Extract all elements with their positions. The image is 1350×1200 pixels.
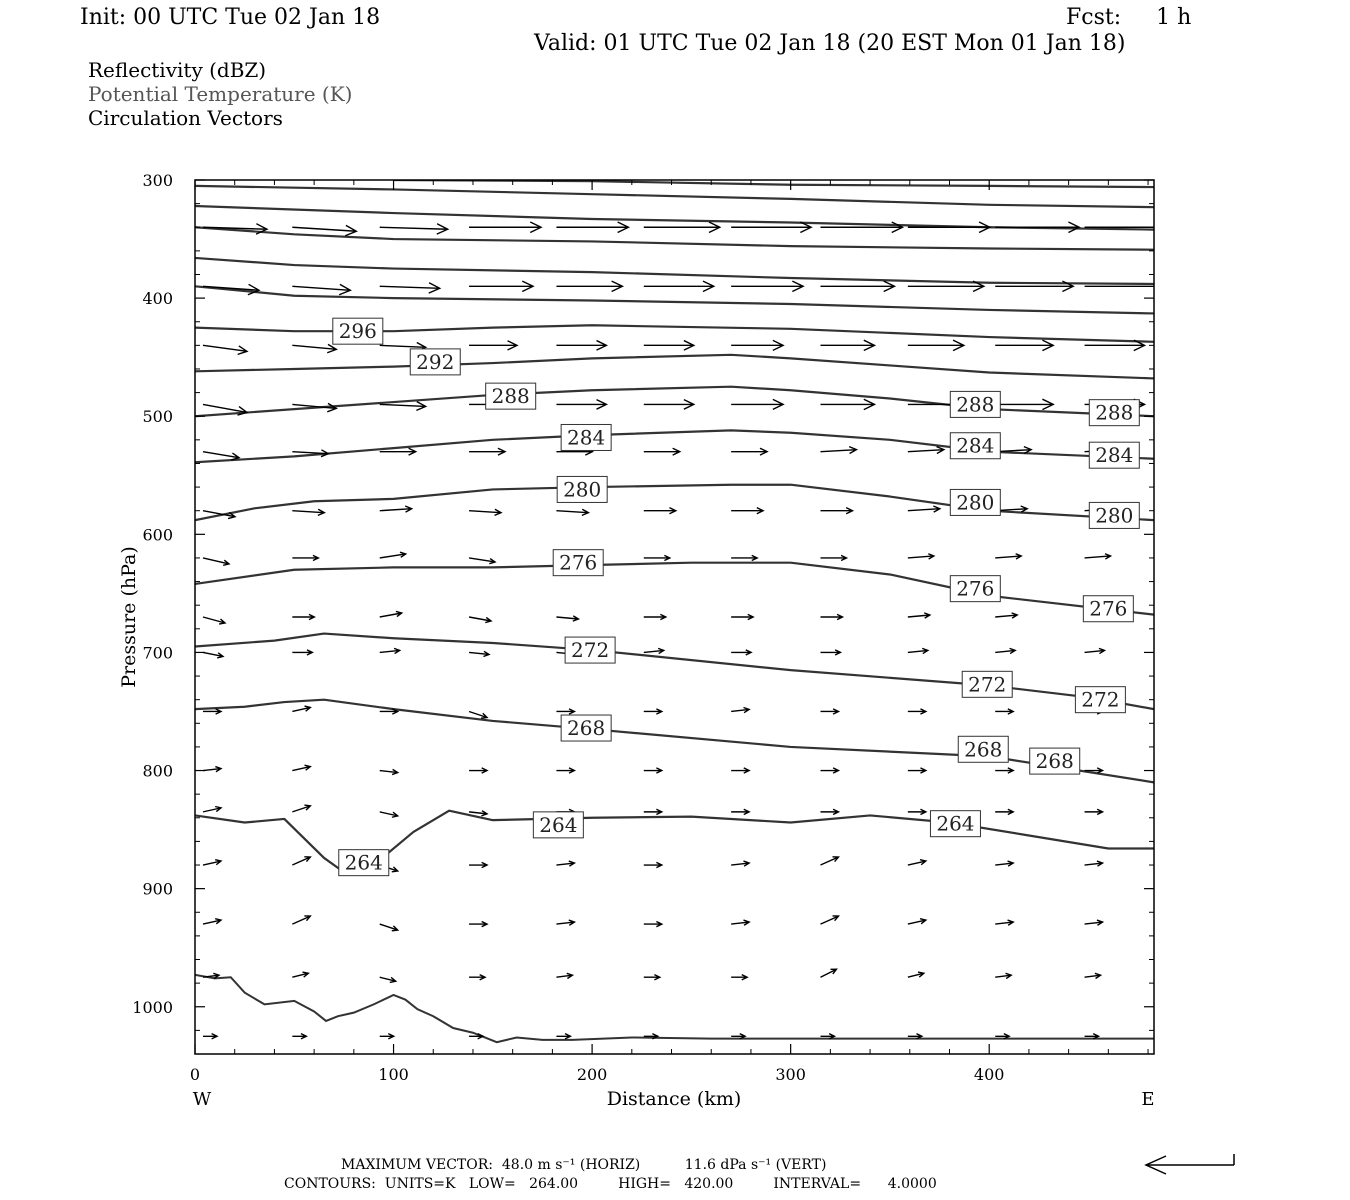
circulation-vector bbox=[644, 768, 662, 773]
contour-label-text: 272 bbox=[571, 638, 610, 663]
contour-label-text: 276 bbox=[559, 550, 598, 575]
contour-label-text: 284 bbox=[956, 433, 995, 458]
circulation-vector bbox=[731, 809, 749, 814]
contour-label-text: 284 bbox=[1095, 443, 1134, 468]
circulation-vector bbox=[995, 809, 1013, 814]
circulation-vector bbox=[731, 650, 751, 655]
circulation-vector bbox=[995, 222, 1079, 232]
circulation-vector bbox=[292, 344, 336, 352]
circulation-vector bbox=[556, 973, 572, 978]
circulation-vector bbox=[731, 975, 747, 980]
circulation-vector bbox=[908, 222, 990, 232]
isentrope-316k-line bbox=[195, 186, 1154, 207]
circulation-vector bbox=[469, 558, 495, 564]
x-tick-label: 400 bbox=[973, 1065, 1005, 1084]
circulation-vector bbox=[644, 508, 676, 514]
circulation-vector bbox=[908, 613, 930, 618]
circulation-vector bbox=[380, 977, 396, 982]
circulation-vector bbox=[292, 765, 310, 770]
circulation-vector bbox=[731, 768, 749, 773]
circulation-vector bbox=[556, 281, 622, 291]
y-axis-label: Pressure (hPa) bbox=[118, 546, 140, 688]
contour-label-text: 280 bbox=[563, 477, 602, 502]
circulation-vector bbox=[995, 973, 1011, 978]
circulation-vector bbox=[995, 861, 1013, 866]
circulation-vector bbox=[995, 613, 1017, 618]
circulation-vector bbox=[469, 711, 487, 718]
contour-label-text: 296 bbox=[338, 319, 377, 344]
circulation-vector bbox=[380, 812, 398, 817]
circulation-vector bbox=[731, 707, 749, 712]
circulation-vector bbox=[292, 857, 310, 865]
circulation-vector bbox=[644, 809, 662, 814]
circulation-vector bbox=[820, 281, 894, 291]
circulation-vector bbox=[731, 340, 783, 350]
circulation-vector bbox=[908, 709, 926, 714]
contour-label-292 bbox=[410, 349, 460, 375]
contour-label-288 bbox=[1089, 400, 1139, 426]
circulation-vector bbox=[644, 975, 660, 980]
circulation-vector bbox=[556, 222, 628, 232]
contour-label-text: 272 bbox=[968, 672, 1007, 697]
circulation-vector bbox=[469, 921, 487, 926]
circulation-vector bbox=[820, 809, 838, 814]
y-tick-label: 600 bbox=[142, 525, 173, 545]
reference-vector-arrow bbox=[1146, 1154, 1234, 1174]
circulation-vector bbox=[820, 614, 842, 619]
y-tick-label: 800 bbox=[142, 761, 173, 781]
circulation-vector bbox=[644, 648, 664, 653]
circulation-vector bbox=[556, 861, 574, 866]
circulation-vector bbox=[469, 975, 485, 980]
contour-label-text: 280 bbox=[1095, 503, 1134, 528]
circulation-vector bbox=[469, 651, 489, 656]
circulation-vector bbox=[203, 1034, 217, 1039]
forecast-hour: Fcst: 1 h bbox=[1066, 5, 1192, 30]
circulation-vector bbox=[644, 862, 662, 867]
contour-label-text: 288 bbox=[956, 392, 995, 417]
circulation-vector bbox=[203, 860, 221, 865]
circulation-vector bbox=[380, 611, 402, 617]
circulation-vector bbox=[995, 340, 1053, 350]
circulation-vector bbox=[995, 709, 1013, 714]
circulation-vector bbox=[380, 924, 398, 931]
circulation-vector bbox=[908, 809, 926, 814]
contour-label-276 bbox=[553, 550, 603, 576]
circulation-vector bbox=[556, 509, 588, 515]
circulation-vector bbox=[731, 508, 763, 514]
circulation-vector bbox=[380, 648, 400, 653]
circulation-vector bbox=[644, 341, 694, 351]
contour-label-text: 284 bbox=[567, 425, 606, 450]
circulation-vector bbox=[731, 920, 749, 925]
circulation-vector bbox=[995, 648, 1015, 653]
x-tick-label: 100 bbox=[378, 1065, 409, 1084]
circulation-vector bbox=[731, 399, 783, 409]
circulation-vector bbox=[556, 341, 606, 351]
circulation-vector bbox=[820, 916, 838, 924]
circulation-vector bbox=[203, 617, 225, 624]
circulation-vector bbox=[1085, 861, 1103, 866]
contour-label-text: 288 bbox=[491, 384, 530, 409]
init-time: Init: 00 UTC Tue 02 Jan 18 bbox=[80, 5, 381, 30]
circulation-vector bbox=[731, 555, 757, 560]
circulation-vector bbox=[820, 857, 838, 865]
circulation-vector bbox=[908, 506, 940, 512]
circulation-vector bbox=[556, 709, 574, 714]
contour-label-text: 264 bbox=[344, 850, 383, 875]
y-tick-label: 1000 bbox=[132, 997, 173, 1017]
isentrope-320k-line bbox=[394, 180, 1154, 187]
circulation-vector bbox=[820, 650, 840, 655]
circulation-vector bbox=[203, 558, 229, 565]
circulation-vector bbox=[203, 452, 239, 460]
circulation-vector bbox=[469, 617, 491, 623]
isentrope-300k-line bbox=[195, 286, 1154, 313]
contour-label-text: 276 bbox=[956, 576, 995, 601]
y-tick-label: 400 bbox=[142, 289, 173, 309]
circulation-vector bbox=[820, 709, 838, 714]
circulation-vector bbox=[380, 224, 448, 234]
contour-label-296 bbox=[333, 318, 383, 344]
isentrope-288k-line bbox=[195, 387, 1154, 417]
contour-label-268 bbox=[1030, 748, 1080, 774]
contour-label-288 bbox=[486, 383, 536, 409]
circulation-vector bbox=[644, 555, 670, 560]
circulation-vector bbox=[820, 399, 874, 409]
contour-label-text: 268 bbox=[567, 716, 606, 741]
x-axis-west-label: W bbox=[192, 1089, 212, 1110]
circulation-vector bbox=[908, 447, 944, 454]
circulation-vector bbox=[908, 554, 934, 559]
circulation-vector bbox=[1085, 648, 1105, 653]
circulation-vector bbox=[380, 769, 398, 774]
circulation-vector bbox=[469, 768, 487, 773]
circulation-vector bbox=[380, 1034, 394, 1039]
circulation-vector bbox=[556, 616, 578, 621]
contour-label-272 bbox=[1075, 687, 1125, 713]
valid-time: Valid: 01 UTC Tue 02 Jan 18 (20 EST Mon 01 Jan 18) bbox=[534, 31, 1126, 56]
y-tick-label: 500 bbox=[142, 407, 173, 427]
circulation-vector bbox=[820, 447, 856, 454]
circulation-vector bbox=[292, 1034, 306, 1039]
circulation-vector bbox=[292, 650, 312, 655]
circulation-vector bbox=[469, 222, 541, 232]
circulation-vector bbox=[203, 807, 221, 812]
circulation-vector bbox=[469, 281, 533, 291]
contour-label-276 bbox=[950, 576, 1000, 602]
circulation-vector bbox=[1085, 973, 1101, 978]
contour-label-284 bbox=[561, 424, 611, 450]
circulation-vector bbox=[292, 509, 324, 515]
isentrope-276k-line bbox=[195, 563, 1154, 615]
legend-circulation-vectors: Circulation Vectors bbox=[88, 106, 283, 130]
circulation-vector bbox=[820, 969, 836, 977]
circulation-vector bbox=[556, 920, 574, 925]
circulation-vector bbox=[1085, 554, 1111, 559]
x-tick-label: 0 bbox=[189, 1065, 201, 1084]
circulation-vector bbox=[644, 281, 714, 291]
x-tick-label: 300 bbox=[775, 1065, 806, 1084]
circulation-vector bbox=[995, 920, 1013, 925]
contour-label-text: 276 bbox=[1089, 596, 1128, 621]
contour-label-280 bbox=[1089, 502, 1139, 528]
circulation-vector bbox=[644, 222, 720, 232]
circulation-vector bbox=[995, 554, 1021, 559]
contour-label-264 bbox=[533, 812, 583, 838]
circulation-vector bbox=[1085, 920, 1103, 925]
contour-label-text: 288 bbox=[1095, 400, 1134, 425]
max-vector-note: MAXIMUM VECTOR: 48.0 m s⁻¹ (HORIZ) 11.6 dPa s⁻¹ (VERT) bbox=[341, 1157, 827, 1173]
circulation-vector bbox=[380, 506, 412, 512]
contour-label-text: 272 bbox=[1081, 687, 1120, 712]
circulation-vector bbox=[820, 555, 846, 560]
contour-label-280 bbox=[557, 476, 607, 502]
circulation-vector bbox=[556, 400, 606, 410]
circulation-vector bbox=[731, 281, 803, 291]
circulation-vector bbox=[644, 921, 662, 926]
circulation-vector bbox=[380, 709, 398, 714]
circulation-vector bbox=[292, 916, 310, 924]
circulation-vector bbox=[908, 340, 964, 350]
circulation-vector bbox=[292, 706, 310, 711]
circulation-vector bbox=[731, 614, 753, 619]
circulation-vector bbox=[292, 555, 318, 560]
circulation-vector bbox=[995, 768, 1013, 773]
y-tick-label: 900 bbox=[142, 879, 173, 899]
y-tick-label: 700 bbox=[142, 643, 173, 663]
legend-reflectivity: Reflectivity (dBZ) bbox=[88, 58, 267, 82]
contour-label-272 bbox=[962, 671, 1012, 697]
contours-note: CONTOURS: UNITS=K LOW= 264.00 HIGH= 420.00 INTERVAL= 4.0000 bbox=[284, 1176, 937, 1192]
y-tick-label: 300 bbox=[142, 171, 173, 190]
contour-label-288 bbox=[950, 391, 1000, 417]
circulation-vector bbox=[556, 1034, 570, 1039]
contour-label-264 bbox=[930, 811, 980, 837]
x-axis-label: Distance (km) bbox=[606, 1088, 742, 1110]
circulation-vector bbox=[203, 919, 221, 924]
x-tick-label: 200 bbox=[576, 1065, 608, 1084]
circulation-vector bbox=[644, 400, 694, 410]
contour-label-text: 268 bbox=[1035, 749, 1074, 774]
circulation-vector bbox=[292, 614, 314, 619]
circulation-vector bbox=[820, 340, 874, 350]
circulation-vector bbox=[644, 709, 662, 714]
contour-label-276 bbox=[1083, 596, 1133, 622]
x-axis-east-label: E bbox=[1141, 1089, 1155, 1110]
circulation-vector bbox=[908, 972, 924, 977]
contour-label-text: 264 bbox=[539, 812, 578, 837]
contour-label-268 bbox=[958, 736, 1008, 762]
circulation-vector bbox=[292, 972, 308, 977]
contour-label-272 bbox=[565, 637, 615, 663]
circulation-vector bbox=[469, 341, 517, 350]
contour-label-text: 280 bbox=[956, 490, 995, 515]
circulation-vector bbox=[908, 648, 928, 653]
circulation-vector bbox=[731, 861, 749, 866]
isentrope-304k-line bbox=[195, 258, 1154, 284]
circulation-vector bbox=[203, 652, 223, 657]
legend-potential-temperature: Potential Temperature (K) bbox=[88, 82, 353, 106]
circulation-vector bbox=[1085, 809, 1103, 814]
circulation-vector bbox=[820, 508, 852, 514]
circulation-vector bbox=[556, 768, 574, 773]
circulation-vector bbox=[292, 805, 310, 812]
contour-label-268 bbox=[561, 715, 611, 741]
contour-label-284 bbox=[1089, 442, 1139, 468]
circulation-vector bbox=[908, 768, 926, 773]
circulation-vector bbox=[203, 345, 247, 354]
contour-label-284 bbox=[950, 433, 1000, 459]
circulation-vector bbox=[469, 448, 505, 455]
circulation-vector bbox=[292, 284, 350, 294]
circulation-vector bbox=[908, 860, 926, 865]
circulation-vector bbox=[908, 919, 926, 924]
circulation-vector bbox=[380, 552, 406, 558]
circulation-vector bbox=[1085, 222, 1173, 232]
contour-label-264 bbox=[339, 850, 389, 876]
surface-terrain-line bbox=[195, 975, 1154, 1042]
isentrope-292k-line bbox=[195, 355, 1154, 379]
circulation-vector bbox=[469, 509, 501, 515]
contour-label-text: 264 bbox=[936, 811, 975, 836]
isentrope-280k-line bbox=[195, 485, 1154, 520]
contour-label-280 bbox=[950, 489, 1000, 515]
isentrope-284k-line bbox=[195, 430, 1154, 462]
contour-label-text: 268 bbox=[964, 737, 1003, 762]
circulation-vector bbox=[203, 767, 221, 772]
circulation-vector bbox=[469, 862, 487, 867]
circulation-vector bbox=[731, 448, 767, 455]
circulation-vector bbox=[644, 614, 666, 619]
circulation-vector bbox=[820, 768, 838, 773]
circulation-vector bbox=[380, 283, 440, 293]
contour-label-text: 292 bbox=[416, 349, 455, 374]
isentrope-312k-line bbox=[195, 206, 1154, 230]
circulation-vector bbox=[995, 399, 1053, 409]
circulation-vector bbox=[644, 448, 680, 455]
